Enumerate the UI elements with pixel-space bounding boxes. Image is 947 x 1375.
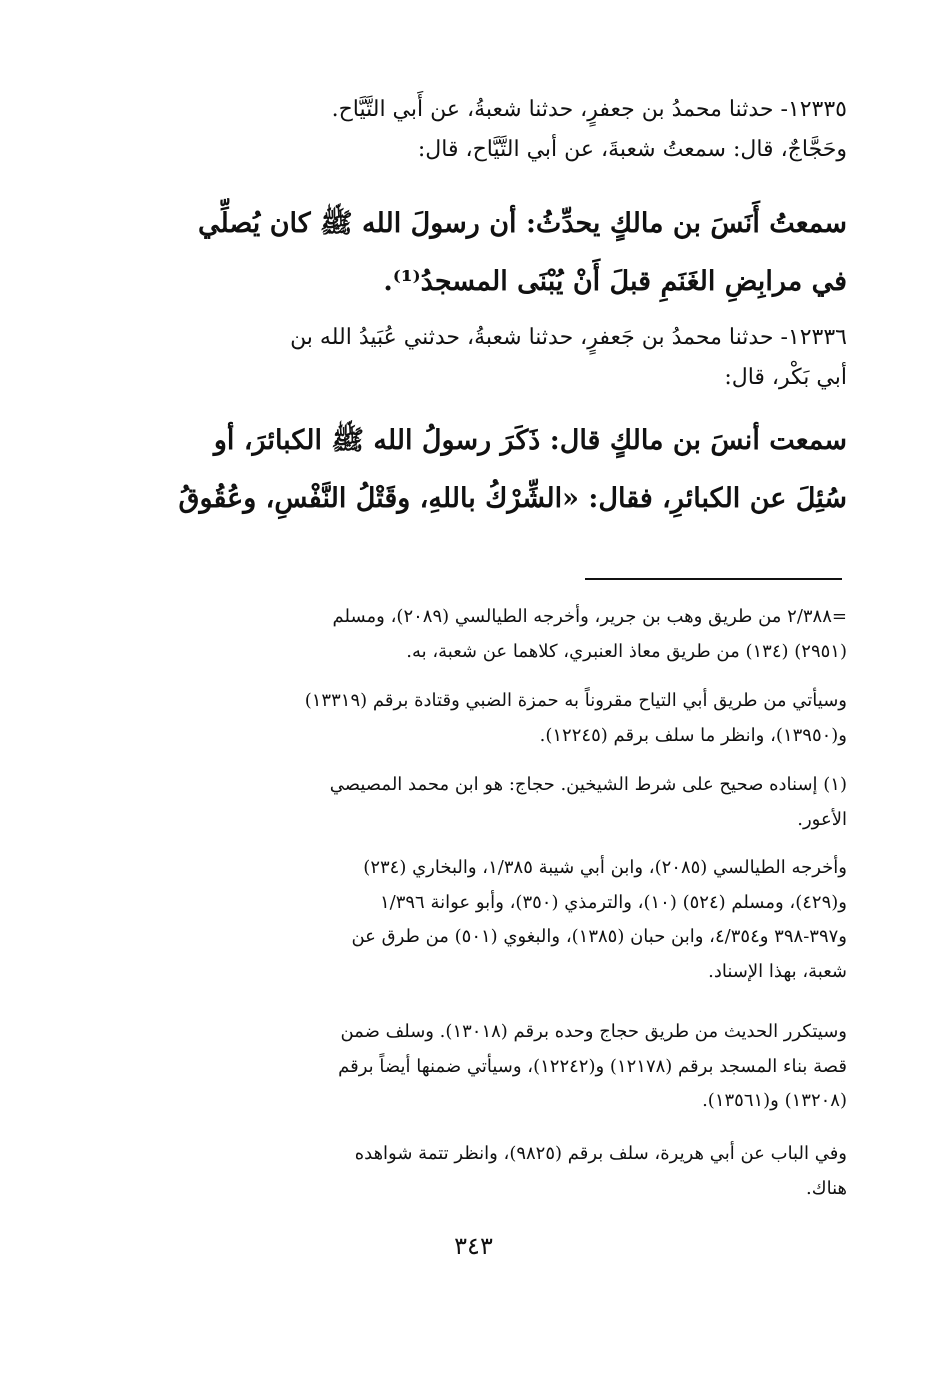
text-line: أبي بَكْر، قال:	[724, 365, 847, 390]
footnote-takhrij	[137, 851, 847, 989]
text-line: سمعتُ أَنَسَ بن مالكٍ يحدِّثُ: أن رسولَ الله ﷺ كان يُصلِّي	[197, 208, 847, 239]
hadith-12336-isnad	[137, 318, 847, 398]
text-line: ١٢٣٣٥- حدثنا محمدُ بن جعفرٍ، حدثنا شعبةُ، عن أَبي التَّيَّاح.	[331, 97, 847, 122]
footnote-line: (١٣٢٠٨) و(١٣٥٦١).	[702, 1090, 847, 1111]
footnote-line: و(١٣٩٥٠)، وانظر ما سلف برقم (١٢٢٤٥).	[539, 724, 847, 746]
footnote-line: هناك.	[806, 1177, 847, 1199]
footnote-continuation	[137, 600, 847, 669]
footnote-line: وفي الباب عن أبي هريرة، سلف برقم (٩٨٢٥)، وانظر تتمة شواهده	[354, 1143, 847, 1164]
footnote-line: قصة بناء المسجد برقم (١٢١٧٨) و(١٢٢٤٢)، وسيأتي ضمنها أيضاً برقم	[338, 1055, 847, 1077]
footnote-line: و(٤٢٩)، ومسلم (٥٢٤) (١٠)، والترمذي (٣٥٠)، وأبو عوانة ١/٣٩٦	[379, 891, 847, 913]
hadith-12335-matn	[137, 195, 847, 311]
footnote-repetition	[137, 1015, 847, 1119]
footnote-shawahid	[137, 1137, 847, 1206]
footnote-separator	[585, 578, 842, 580]
hadith-12336-matn	[137, 412, 847, 528]
footnote-line: (٢٩٥١) (١٣٤) من طريق معاذ العنبري، كلاهما عن شعبة، به.	[406, 640, 847, 662]
footnote-line: وأخرجه الطيالسي (٢٠٨٥)، وابن أبي شيبة ١/٣٨٥، والبخاري (٢٣٤)	[363, 857, 847, 878]
footnote-1	[137, 768, 847, 837]
text-line: في مرابِضِ الغَنَمِ قبلَ أَنْ يُبْنَى المسجدُ⁽¹⁾.	[383, 266, 847, 297]
text-line: سمعت أنسَ بن مالكٍ قال: ذَكَرَ رسولُ الله ﷺ الكبائرَ، أو	[213, 425, 847, 456]
page-number: ٣٤٣	[454, 1232, 493, 1260]
footnote-line: =٢/٣٨٨ من طريق وهب بن جرير، وأخرجه الطيالسي (٢٠٨٩)، ومسلم	[332, 606, 847, 627]
footnote-cross-reference	[137, 684, 847, 753]
footnote-line: وسيأتي من طريق أبي التياح مقروناً به حمزة الضبي وقتادة برقم (١٣٣١٩)	[304, 690, 847, 711]
hadith-12335-isnad	[137, 90, 847, 170]
text-line: ١٢٣٣٦- حدثنا محمدُ بن جَعفرٍ، حدثنا شعبةُ، حدثني عُبَيدُ الله بن	[290, 325, 847, 350]
footnote-line: الأعور.	[797, 808, 847, 830]
text-line: سُئِلَ عن الكبائرِ، فقال: «الشِّرْكُ باللهِ، وقَتْلُ النَّفْسِ، وعُقُوقُ	[178, 483, 847, 514]
footnote-line: و٣٩٧-٣٩٨ و٤/٣٥٤، وابن حبان (١٣٨٥)، والبغوي (٥٠١) من طرق عن	[351, 926, 847, 947]
footnote-line: وسيتكرر الحديث من طريق حجاج وحده برقم (١٣٠١٨). وسلف ضمن	[340, 1021, 847, 1042]
footnote-line: شعبة، بهذا الإسناد.	[708, 960, 847, 982]
footnote-line: (١) إسناده صحيح على شرط الشيخين. حجاج: هو ابن محمد المصيصي	[329, 774, 847, 795]
text-line: وحَجَّاجٌ، قال: سمعتُ شعبةَ، عن أبي التَّيَّاح، قال:	[417, 137, 847, 162]
